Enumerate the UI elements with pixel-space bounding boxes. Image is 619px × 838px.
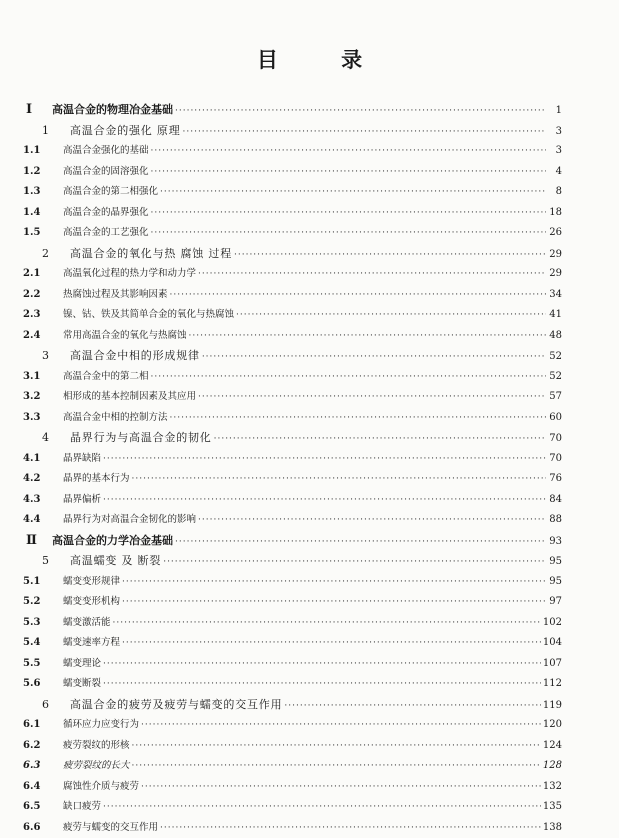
- page-title: 目 录: [256, 47, 391, 72]
- toc-title: 晶界缺陷: [63, 452, 102, 464]
- toc-number: 5: [42, 554, 49, 567]
- dot-leader: [103, 674, 541, 695]
- toc-chapter[interactable]: [22, 428, 562, 449]
- toc-page-number: 138: [542, 821, 562, 833]
- toc-page-number: 34: [549, 288, 562, 300]
- toc-section[interactable]: [22, 654, 562, 675]
- toc-number: 1.3: [23, 186, 41, 197]
- toc-number: 3: [42, 349, 49, 362]
- dot-leader: [198, 264, 546, 285]
- toc-number: 5.6: [23, 678, 41, 689]
- toc-page-number: 88: [549, 514, 562, 525]
- dot-leader: [132, 736, 541, 757]
- dot-leader: [141, 715, 541, 736]
- dot-leader: [160, 182, 546, 203]
- dot-leader: [103, 797, 541, 818]
- toc-page-number: 18: [549, 206, 562, 218]
- toc-page-number: 52: [549, 351, 562, 362]
- toc-section[interactable]: [22, 469, 562, 490]
- toc-page-number: 76: [549, 473, 562, 484]
- toc-title: 高温合金中相的形成规律: [70, 349, 200, 362]
- toc-section[interactable]: [22, 367, 562, 388]
- toc-number: 1: [42, 123, 49, 137]
- toc-section[interactable]: [22, 572, 562, 593]
- dot-leader: [151, 203, 546, 224]
- toc-section[interactable]: [22, 326, 562, 347]
- toc-number: 2.2: [23, 288, 41, 300]
- toc-title: 高温合金中的第二相: [63, 370, 149, 382]
- toc-title: 高温合金的固溶强化: [63, 165, 149, 177]
- toc-number: 4.4: [23, 514, 41, 525]
- toc-number: 3.2: [23, 391, 41, 402]
- toc-page-number: 70: [549, 433, 562, 444]
- toc-page-number: 3: [555, 125, 562, 137]
- toc-section[interactable]: [22, 736, 562, 757]
- toc-number: 6.1: [23, 719, 41, 730]
- toc-number: 1.1: [23, 145, 41, 156]
- toc-chapter[interactable]: [22, 695, 562, 716]
- toc-title: 缺口疲劳: [63, 801, 102, 812]
- toc-title: 常用高温合金的氧化与热腐蚀: [63, 329, 187, 341]
- dot-leader: [198, 510, 546, 531]
- toc-section[interactable]: [22, 715, 562, 736]
- toc-page-number: 52: [549, 370, 562, 382]
- toc-number: 6.5: [23, 801, 41, 812]
- toc-page-number: 128: [542, 760, 562, 771]
- toc-number: 3.3: [23, 411, 41, 423]
- toc-page-number: 70: [549, 452, 562, 464]
- toc-number: 5.2: [23, 596, 41, 607]
- toc-title: 高温氧化过程的热力学和动力学: [63, 268, 197, 279]
- toc-section[interactable]: [22, 285, 562, 306]
- toc-title: 蠕变理论: [63, 657, 102, 669]
- toc-title: 高温合金强化的基础: [63, 145, 149, 156]
- toc-section[interactable]: [22, 756, 562, 777]
- toc-section[interactable]: [22, 777, 562, 798]
- toc-page-number: 119: [542, 699, 562, 711]
- dot-leader: [122, 592, 546, 613]
- dot-leader: [103, 654, 541, 675]
- dot-leader: [103, 449, 546, 470]
- toc-page-number: 132: [542, 780, 562, 792]
- toc-page-number: 124: [542, 739, 562, 751]
- toc-page-number: 135: [542, 801, 562, 812]
- dot-leader: [160, 818, 541, 838]
- toc-title: 晶界行为对高温合金韧化的影响: [63, 514, 197, 525]
- dot-leader: [189, 326, 546, 347]
- toc-number: 2.4: [23, 329, 41, 341]
- toc-title: 高温蠕变 及 断裂: [70, 554, 162, 567]
- toc-section[interactable]: [22, 203, 562, 224]
- toc-page-number: 29: [549, 268, 562, 279]
- toc-title: 疲劳裂纹的形核: [63, 739, 130, 751]
- toc-title: 蠕变变形规律: [63, 575, 121, 587]
- toc-title: 高温合金的氧化与热 腐蚀 过程: [70, 246, 232, 260]
- toc-title: 腐蚀性介质与疲劳: [63, 780, 140, 792]
- toc-number: 6.2: [23, 739, 41, 751]
- toc-section[interactable]: [22, 490, 562, 511]
- toc-section[interactable]: [22, 305, 562, 326]
- toc-title: 热腐蚀过程及其影响因素: [63, 288, 168, 300]
- toc-chapter[interactable]: [22, 244, 562, 265]
- toc-title: 蠕变速率方程: [63, 637, 121, 648]
- toc-title: 高温合金的疲劳及疲劳与蠕变的交互作用: [70, 697, 283, 711]
- toc-page-number: 120: [542, 719, 562, 730]
- toc-page-number: 48: [549, 329, 562, 341]
- toc-number: 2.1: [23, 268, 41, 279]
- toc-section[interactable]: [22, 818, 562, 838]
- toc-title: 高温合金的第二相强化: [63, 186, 159, 197]
- toc-page-number: 107: [542, 657, 562, 669]
- dot-leader: [170, 408, 546, 429]
- toc-title: 高温合金中相的控制方法: [63, 411, 168, 423]
- toc-page-number: 4: [555, 165, 562, 177]
- dot-leader: [236, 305, 546, 326]
- dot-leader: [163, 552, 546, 573]
- toc-chapter[interactable]: [22, 121, 562, 142]
- toc-number: 6: [42, 697, 49, 711]
- toc-page-number: 26: [549, 227, 562, 238]
- dot-leader: [151, 223, 546, 244]
- toc-number: 1.5: [23, 227, 41, 238]
- dot-leader: [234, 245, 546, 266]
- toc-title: 蠕变变形机构: [63, 596, 121, 607]
- toc-title: 晶界的基本行为: [63, 473, 130, 484]
- toc-number: 4.1: [23, 452, 41, 464]
- toc-chapter[interactable]: [22, 346, 562, 367]
- toc-number: 1.4: [23, 206, 41, 218]
- toc-page-number: 3: [555, 145, 562, 156]
- toc-title: 高温合金的物理冶金基础: [52, 103, 173, 116]
- toc-number: 5.3: [23, 616, 41, 628]
- dot-leader: [151, 141, 546, 162]
- dot-leader: [103, 490, 546, 511]
- toc-title: 相形成的基本控制因素及其应用: [63, 391, 197, 402]
- dot-leader: [175, 101, 546, 122]
- toc-number: Ⅱ: [26, 532, 37, 548]
- toc-section[interactable]: [22, 223, 562, 244]
- toc-title: 疲劳裂纹的长大: [63, 760, 130, 771]
- toc-title: 晶界偏析: [63, 493, 102, 505]
- toc-title: 蠕变激活能: [63, 616, 111, 628]
- toc-section[interactable]: [22, 182, 562, 203]
- toc-page-number: 29: [549, 248, 562, 260]
- toc-number: 2.3: [23, 309, 41, 320]
- toc-number: 4: [42, 431, 49, 444]
- toc-page-number: 60: [549, 411, 562, 423]
- toc-number: 6.3: [23, 760, 41, 771]
- toc-page-number: 95: [549, 575, 562, 587]
- dot-leader: [151, 367, 546, 388]
- toc-section[interactable]: [22, 141, 562, 162]
- dot-leader: [170, 285, 546, 306]
- toc-number: 2: [42, 246, 49, 260]
- toc-title: 高温合金的强化 原理: [70, 123, 181, 137]
- dot-leader: [122, 633, 541, 654]
- dot-leader: [183, 122, 547, 143]
- toc-chapter[interactable]: [22, 551, 562, 572]
- toc-number: 4.2: [23, 473, 41, 484]
- toc-page-number: 104: [542, 637, 562, 648]
- dot-leader: [151, 162, 546, 183]
- toc-number: 4.3: [23, 493, 41, 505]
- dot-leader: [132, 756, 541, 777]
- toc-page-number: 93: [549, 535, 562, 547]
- toc-section[interactable]: [22, 633, 562, 654]
- toc-title: 晶界行为与高温合金的韧化: [70, 431, 212, 444]
- dot-leader: [214, 429, 546, 450]
- toc-title: 高温合金的力学冶金基础: [52, 533, 173, 547]
- dot-leader: [141, 777, 541, 798]
- toc-title: 高温合金的晶界强化: [63, 206, 149, 218]
- toc-page-number: 112: [542, 678, 562, 689]
- toc-part[interactable]: [22, 100, 562, 121]
- toc-page-number: 1: [555, 105, 562, 116]
- dot-leader: [202, 347, 546, 368]
- dot-leader: [284, 696, 541, 717]
- toc-section[interactable]: [22, 264, 562, 285]
- toc-page-number: 41: [549, 309, 562, 320]
- toc-section[interactable]: [22, 387, 562, 408]
- toc-page-number: 84: [549, 493, 562, 505]
- toc-number: 6.6: [23, 821, 41, 833]
- toc-page-number: 57: [549, 391, 562, 402]
- toc-section[interactable]: [22, 449, 562, 470]
- dot-leader: [122, 572, 546, 593]
- toc-number: 1.2: [23, 165, 41, 177]
- toc-title: 镍、钴、铁及其简单合金的氧化与热腐蚀: [63, 309, 235, 320]
- toc-number: 3.1: [23, 370, 41, 382]
- toc-page-number: 102: [542, 616, 562, 628]
- toc-title: 高温合金的工艺强化: [63, 227, 149, 238]
- toc-section[interactable]: [22, 613, 562, 634]
- toc-title: 蠕变断裂: [63, 678, 102, 689]
- toc-section[interactable]: [22, 797, 562, 818]
- toc-section[interactable]: [22, 162, 562, 183]
- toc-number: 6.4: [23, 780, 41, 792]
- toc-part[interactable]: [22, 531, 562, 552]
- dot-leader: [175, 532, 546, 553]
- dot-leader: [113, 613, 541, 634]
- table-of-contents: [22, 100, 562, 838]
- toc-page-number: 95: [549, 556, 562, 567]
- toc-number: 5.4: [23, 637, 41, 648]
- toc-page-number: 8: [555, 186, 562, 197]
- toc-title: 循环应力应变行为: [63, 719, 140, 730]
- toc-title: 疲劳与蠕变的交互作用: [63, 821, 159, 833]
- toc-section[interactable]: [22, 592, 562, 613]
- dot-leader: [132, 469, 546, 490]
- toc-section[interactable]: [22, 674, 562, 695]
- toc-number: I: [26, 102, 33, 117]
- toc-section[interactable]: [22, 510, 562, 531]
- toc-number: 5.1: [23, 575, 41, 587]
- dot-leader: [198, 387, 546, 408]
- toc-section[interactable]: [22, 408, 562, 429]
- toc-number: 5.5: [23, 657, 41, 669]
- toc-page-number: 97: [549, 596, 562, 607]
